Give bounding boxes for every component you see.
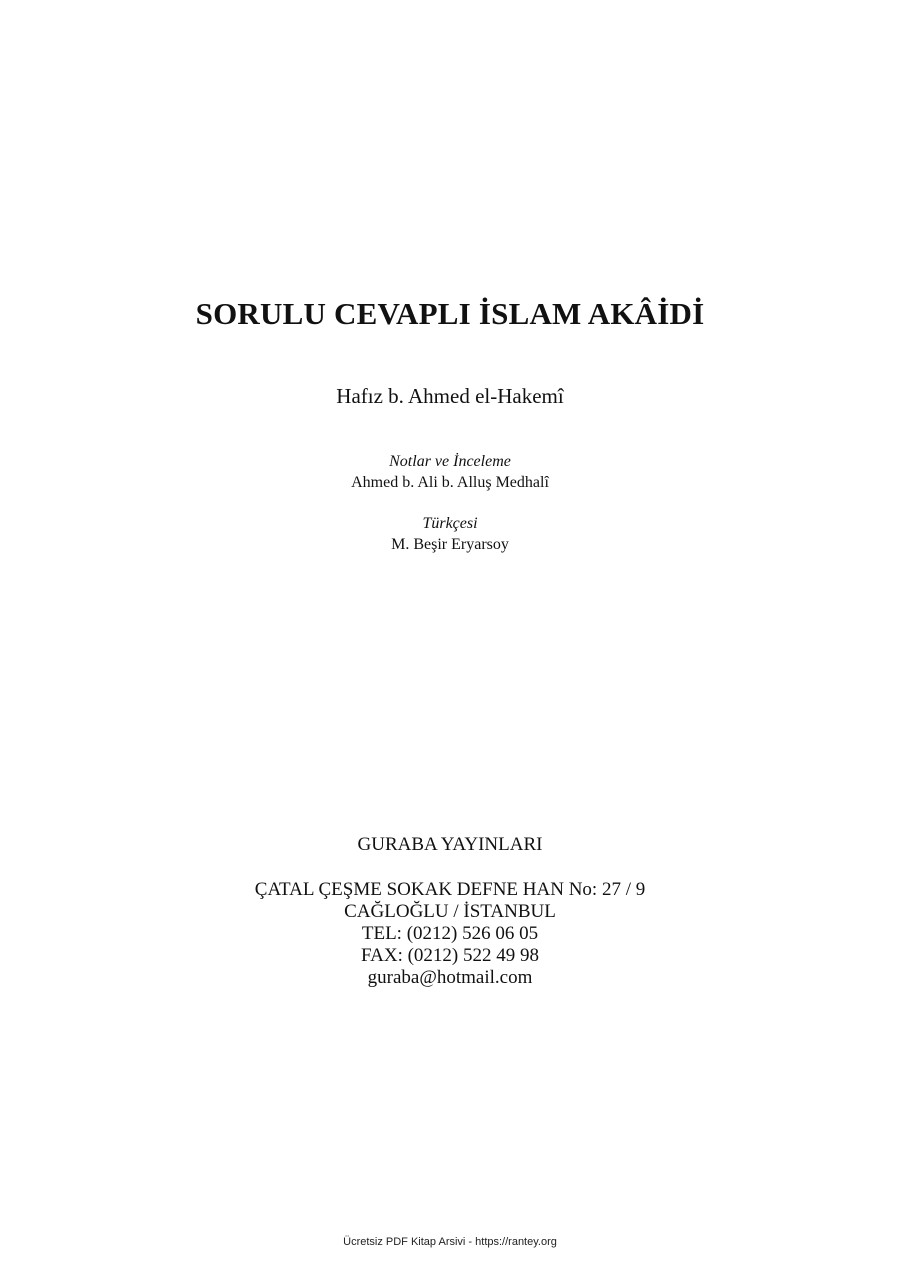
publisher-address-line1: ÇATAL ÇEŞME SOKAK DEFNE HAN No: 27 / 9	[254, 879, 646, 900]
notes-person-name: Ahmed b. Ali b. Alluş Medhalî	[351, 474, 549, 491]
publisher-address-line2: CAĞLOĞLU / İSTANBUL	[344, 901, 556, 922]
translation-role-label: Türkçesi	[422, 515, 478, 532]
page-footer: Ücretsiz PDF Kitap Arsivi - https://rantey.org	[343, 1236, 557, 1248]
translator-name: M. Beşir Eryarsoy	[391, 536, 509, 553]
book-title: SORULU CEVAPLI İSLAM AKÂİDİ	[195, 296, 705, 331]
notes-role-label: Notlar ve İnceleme	[389, 453, 511, 470]
publisher-fax: FAX: (0212) 522 49 98	[360, 945, 540, 966]
publisher-email: guraba@hotmail.com	[367, 967, 533, 988]
publisher-phone: TEL: (0212) 526 06 05	[361, 923, 539, 944]
author-name: Hafız b. Ahmed el-Hakemî	[336, 384, 564, 408]
publisher-name: GURABA YAYINLARI	[357, 834, 543, 855]
